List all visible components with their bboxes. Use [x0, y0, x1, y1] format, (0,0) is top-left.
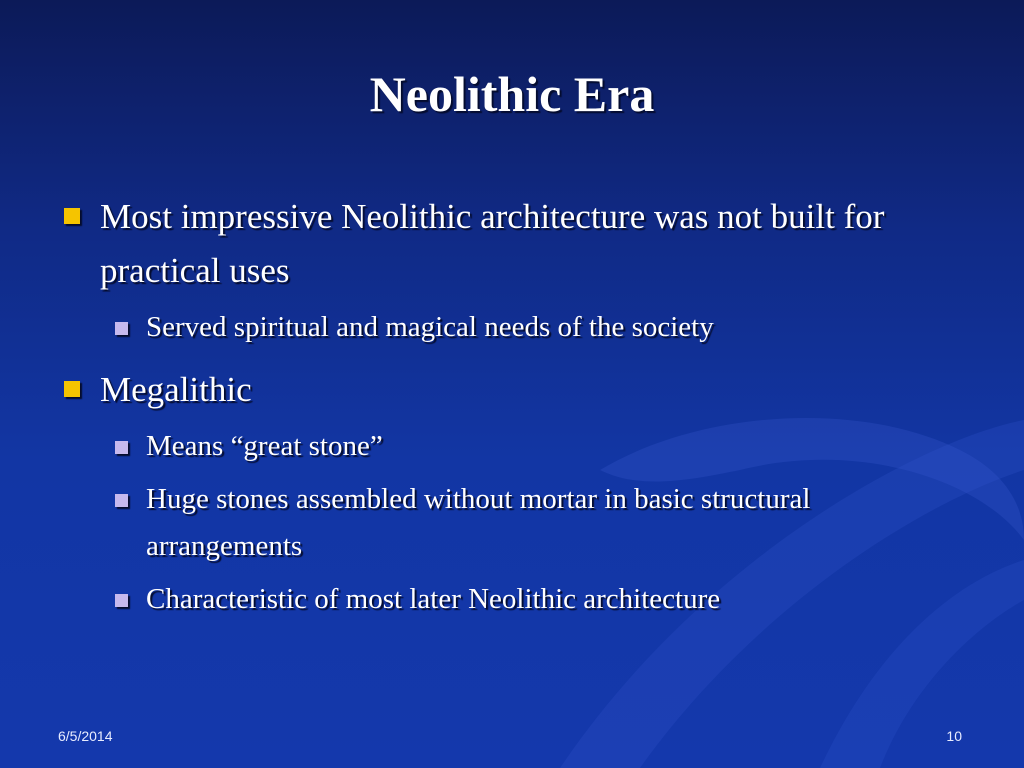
bullet-text: Most impressive Neolithic architecture was not built for practical uses — [100, 197, 885, 290]
square-bullet-icon — [64, 381, 80, 397]
sub-bullet-text: Huge stones assembled without mortar in basic structural arrangements — [146, 483, 811, 562]
bullet-item — [58, 190, 958, 298]
sub-bullet-item — [105, 423, 958, 470]
sub-bullet-item — [105, 576, 958, 623]
sub-bullet-text: Served spiritual and magical needs of the society — [146, 311, 714, 343]
slide-date: 6/5/2014 — [58, 728, 113, 744]
square-bullet-icon — [115, 441, 128, 454]
sub-bullet-text: Characteristic of most later Neolithic architecture — [146, 583, 721, 615]
slide-page-number: 10 — [946, 728, 962, 744]
bullet-text: Megalithic — [100, 370, 252, 409]
square-bullet-icon — [115, 494, 128, 507]
slide-body — [58, 190, 958, 623]
sub-bullet-item — [105, 304, 958, 351]
sub-bullet-item — [105, 476, 958, 570]
square-bullet-icon — [64, 208, 80, 224]
sub-bullet-text: Means “great stone” — [146, 430, 383, 462]
bullet-item — [58, 363, 958, 417]
slide-title: Neolithic Era — [369, 66, 655, 122]
square-bullet-icon — [115, 594, 128, 607]
square-bullet-icon — [115, 322, 128, 335]
